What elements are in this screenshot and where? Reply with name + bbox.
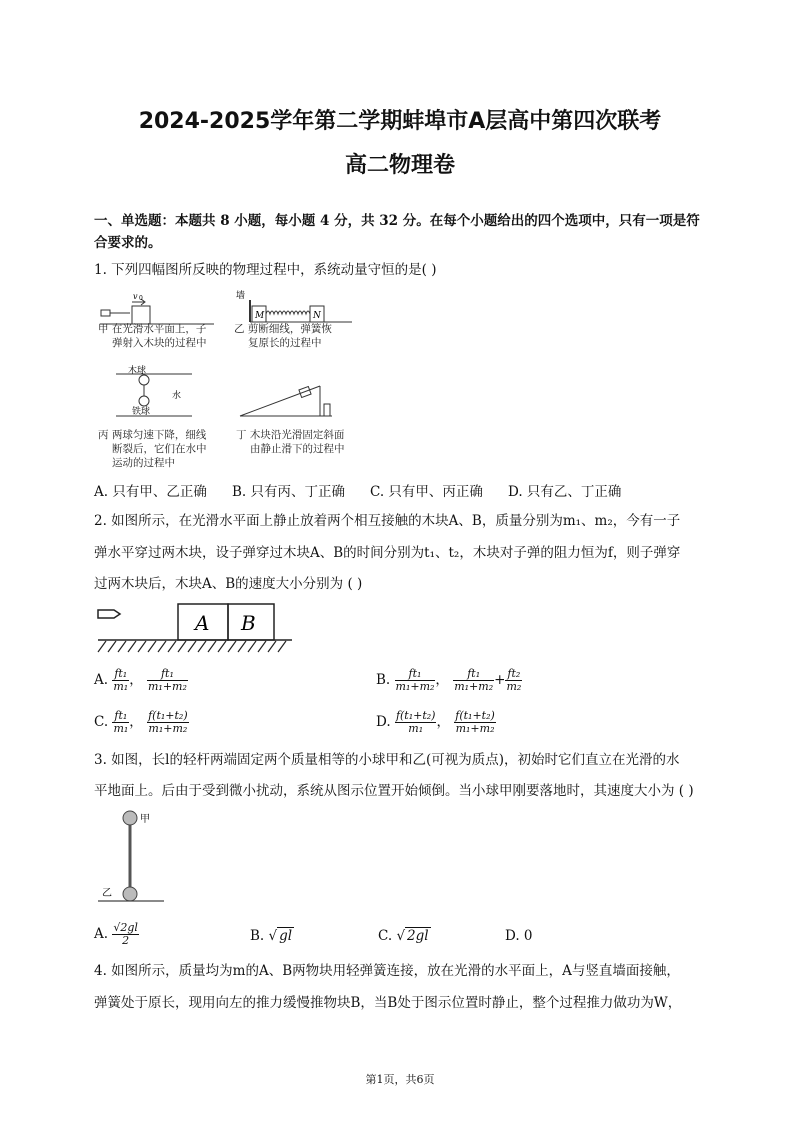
fig-ding-caption-2: 由静止滑下的过程中 bbox=[250, 443, 345, 455]
page-footer: 第1页，共6页 bbox=[365, 1073, 435, 1086]
q2-option-c: C. $\frac{\text{ft₁}}{\text{m₁}}$ ， $\frac{\text{f(t₁+t₂)}}{\text{m₁+m₂}}$ bbox=[94, 709, 188, 735]
q1-option-d: D. 只有乙、丁正确 bbox=[508, 484, 622, 500]
section-heading-line1: 一、单选题：本题共 8 小题，每小题 4 分，共 32 分。在每个小题给出的四个选项中，只有一项是符 bbox=[94, 213, 700, 229]
q3-line1: 3. 如图，长l的轻杆两端固定两个质量相等的小球甲和乙(可视为质点)，初始时它们直立在光滑的水 bbox=[94, 752, 680, 768]
q3-figure bbox=[98, 806, 168, 906]
q3-option-b: B. √ gl bbox=[250, 928, 293, 944]
q1-option-c: C. 只有甲、丙正确 bbox=[370, 484, 483, 500]
q3-line2: 平地面上。后由于受到微小扰动，系统从图示位置开始倾倒。当小球甲刚要落地时，其速度大小为 ( ) bbox=[94, 783, 694, 799]
v0-label: v bbox=[133, 292, 138, 301]
fig-yi-caption-1: 乙 剪断细线，弹簧恢 bbox=[234, 323, 332, 335]
q3-option-d: D. 0 bbox=[505, 928, 533, 944]
ball-yi-label: 乙 bbox=[102, 888, 112, 899]
q1-figure-jia bbox=[96, 290, 216, 326]
q2-option-d: D. $\frac{\text{f(t₁+t₂)}}{\text{m₁}}$ ， $\frac{\text{f(t₁+t₂)}}{\text{m₁+m₂}}$ bbox=[376, 709, 495, 735]
q1-option-a: A. 只有甲、乙正确 bbox=[94, 484, 207, 500]
fig-bing-caption-2: 断裂后，它们在水中 bbox=[112, 443, 207, 455]
fig-jia-caption-2: 弹射入木块的过程中 bbox=[112, 337, 207, 349]
n-label: N bbox=[313, 311, 321, 321]
block-b-label: B bbox=[241, 611, 256, 635]
fig-jia-caption-1: 甲 在光滑水平面上，子 bbox=[98, 323, 207, 335]
wood-ball-label: 木球 bbox=[128, 366, 147, 376]
exam-title: 2024-2025学年第二学期蚌埠市A层高中第四次联考 bbox=[138, 109, 662, 134]
q1-option-b: B. 只有丙、丁正确 bbox=[232, 484, 346, 500]
fig-yi-caption-2: 复原长的过程中 bbox=[248, 337, 322, 349]
q2-line1: 2. 如图所示，在光滑水平面上静止放着两个相互接触的木块A、B，质量分别为m₁、m₂，今有一子 bbox=[94, 513, 681, 529]
q3-option-a: A. $\frac{√2gl}{2}$ bbox=[94, 921, 138, 947]
q4-line2: 弹簧处于原长，现用向左的推力缓慢推物块B，当B处于图示位置时静止，整个过程推力做功为W， bbox=[94, 995, 682, 1011]
wall-label: 墙 bbox=[236, 291, 246, 301]
m-label: M bbox=[255, 311, 265, 321]
q2-figure bbox=[94, 600, 304, 656]
q2-line2: 弹水平穿过两木块，设子弹穿过木块A、B的时间分别为t₁、t₂，木块对子弹的阻力恒为f，则子弹穿 bbox=[94, 545, 681, 561]
v0-subscript: 0 bbox=[139, 295, 143, 302]
q3-option-c: C. √ 2gl bbox=[378, 928, 429, 944]
ball-jia-label: 甲 bbox=[140, 814, 150, 825]
q2-option-b: B. $\frac{\text{ft₁}}{\text{m₁+m₂}}$ ， $\frac{\text{ft₁}}{\text{m₁+m₂}}$ + $\frac{\text{ft₂}}{\text{m₂}}$ bbox=[376, 667, 522, 693]
q4-line1: 4. 如图所示，质量均为m的A、B两物块用轻弹簧连接，放在光滑的水平面上，A与竖直墙面接触， bbox=[94, 963, 680, 979]
q1-figure-yi bbox=[234, 286, 354, 326]
iron-ball-label: 铁球 bbox=[132, 407, 151, 417]
fig-bing-caption-1: 丙 两球匀速下降，细线 bbox=[98, 429, 207, 441]
fig-ding-caption-1: 丁 木块沿光滑固定斜面 bbox=[236, 429, 345, 441]
section-heading-line2: 合要求的。 bbox=[94, 235, 162, 251]
q2-option-a: A. $\frac{\text{ft₁}}{\text{m₁}}$ ， $\frac{\text{ft₁}}{\text{m₁+m₂}}$ bbox=[94, 667, 187, 693]
q2-line3: 过两木块后，木块A、B的速度大小分别为 ( ) bbox=[94, 576, 363, 592]
fig-bing-caption-3: 运动的过程中 bbox=[112, 457, 175, 469]
water-label: 水 bbox=[172, 391, 182, 401]
q1-stem: 1. 下列四幅图所反映的物理过程中，系统动量守恒的是( ) bbox=[94, 262, 437, 278]
q1-figure-ding bbox=[236, 376, 336, 420]
block-a-label: A bbox=[195, 611, 210, 635]
exam-subtitle: 高二物理卷 bbox=[344, 153, 455, 178]
q1-figure-bing bbox=[108, 364, 198, 424]
